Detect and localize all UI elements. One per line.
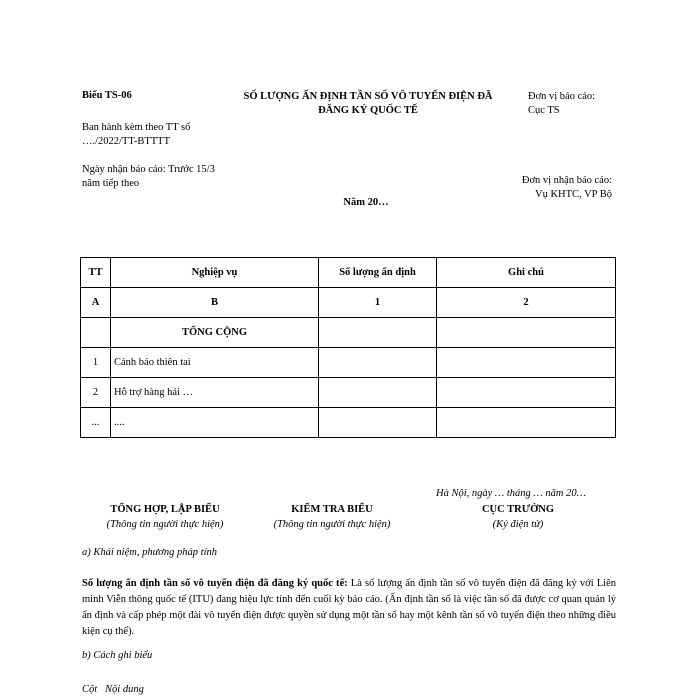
reporting-unit-label: Đơn vị báo cáo:	[528, 91, 596, 102]
definition-text: Là số lượng ấn định tần số vô tuyến điện đã đăng ký với Liên minh Viễn thông quốc tế (ITU) đang hiệu lực tính đến cuối kỳ báo cáo. (Ấn định tần số là việc tần số đã được cơ quan quản lý ấn định và cấp phép một đài vô tuyến điện được quyền sử dụng một tần số hay một kênh tần số vô tuyến điện theo những điều kiện cụ thể).	[82, 578, 617, 637]
header-service: Nghiệp vụ	[111, 258, 319, 288]
row-note	[437, 378, 616, 408]
table-total-row	[81, 318, 616, 348]
table-row	[81, 348, 616, 378]
checker-sub: (Thông tin người thực hiện)	[273, 519, 391, 530]
header-note: Ghi chú	[437, 258, 616, 288]
row-service: Hỗ trợ hàng hải …	[111, 378, 319, 408]
reporting-unit	[528, 90, 595, 118]
code-b: B	[111, 288, 319, 318]
content-label: Nội dung	[105, 684, 144, 695]
director-title: CỤC TRƯỞNG	[481, 504, 555, 515]
header-tt: TT	[81, 258, 111, 288]
row-service: ....	[111, 408, 319, 438]
row-count	[319, 378, 437, 408]
receiving-unit-label: Đơn vị nhận báo cáo:	[521, 175, 612, 186]
row-tt: 2	[81, 378, 111, 408]
definition-paragraph	[82, 576, 616, 640]
received-date	[82, 163, 215, 191]
row-count	[319, 348, 437, 378]
row-note	[437, 408, 616, 438]
issued-with-line2: …./2022/TT-BTTTT	[82, 136, 170, 147]
column-label: Cột	[82, 684, 98, 695]
compiler-title: TỔNG HỢP, LẬP BIỂU	[110, 504, 220, 515]
report-title-line1: SỐ LƯỢNG ẤN ĐỊNH TẦN SỐ VÔ TUYẾN ĐIỆN ĐÃ	[243, 91, 493, 102]
received-date-line2: năm tiếp theo	[82, 178, 140, 189]
issued-with-line1: Ban hành kèm theo TT số	[82, 122, 191, 133]
total-count	[319, 318, 437, 348]
total-label: TỔNG CỘNG	[111, 318, 319, 348]
place-date: Hà Nội, ngày … tháng … năm 20…	[436, 488, 586, 499]
code-1: 1	[319, 288, 437, 318]
row-service: Cảnh báo thiên tai	[111, 348, 319, 378]
director-sub: (Ký điện tử)	[492, 519, 544, 530]
code-2: 2	[437, 288, 616, 318]
total-note	[437, 318, 616, 348]
issued-with	[82, 121, 190, 149]
report-table	[80, 257, 616, 438]
row-tt: 1	[81, 348, 111, 378]
total-tt	[81, 318, 111, 348]
code-a: A	[81, 288, 111, 318]
receiving-unit	[500, 174, 612, 202]
compiler-sub: (Thông tin người thực hiện)	[106, 519, 224, 530]
table-header-row	[81, 258, 616, 288]
definition-term: Số lượng ấn định tần số vô tuyến điện đã đăng ký quốc tế:	[82, 578, 348, 589]
table-row	[81, 408, 616, 438]
section-a-heading: a) Khái niệm, phương pháp tính	[82, 547, 217, 558]
report-year: Năm 20…	[343, 197, 389, 208]
reporting-unit-value: Cục TS	[528, 105, 560, 116]
checker-signature	[258, 502, 406, 532]
receiving-unit-value: Vụ KHTC, VP Bộ	[534, 189, 612, 200]
received-date-line1: Ngày nhận báo cáo: Trước 15/3	[82, 164, 215, 175]
compiler-signature	[90, 502, 240, 532]
row-count	[319, 408, 437, 438]
table-row	[81, 378, 616, 408]
director-signature	[456, 502, 580, 532]
report-title	[224, 90, 512, 118]
column-legend	[82, 684, 144, 695]
report-title-line2: ĐĂNG KÝ QUỐC TẾ	[318, 105, 418, 116]
header-count: Số lượng ấn định	[319, 258, 437, 288]
table-code-row	[81, 288, 616, 318]
section-b-heading: b) Cách ghi biểu	[82, 650, 153, 661]
form-code: Biểu TS-06	[82, 90, 132, 101]
checker-title: KIỂM TRA BIỂU	[291, 504, 373, 515]
row-tt: ...	[81, 408, 111, 438]
row-note	[437, 348, 616, 378]
